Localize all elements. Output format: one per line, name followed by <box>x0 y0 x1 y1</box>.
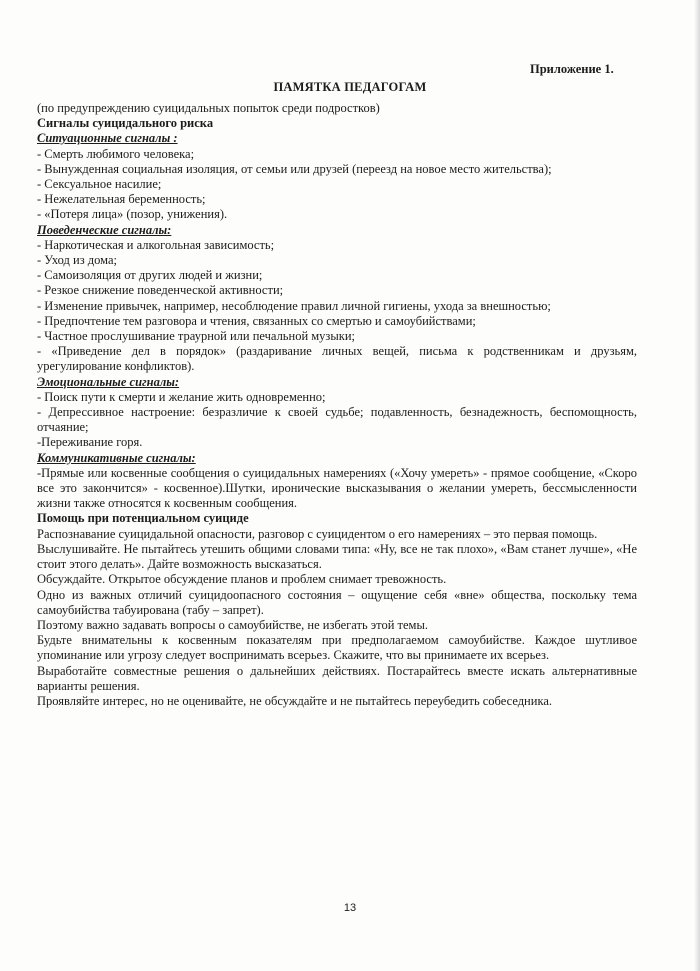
list-item: - Нежелательная беременность; <box>37 192 206 207</box>
list-item: - «Приведение дел в порядок» (раздаривание личных вещей, письма к родственникам и друзьям, урегулирование конфликтов). <box>37 344 637 374</box>
list-item: - Частное прослушивание траурной или печальной музыки; <box>37 329 355 344</box>
paragraph: Обсуждайте. Открытое обсуждение планов и проблем снимает тревожность. <box>37 572 447 587</box>
list-item: - Поиск пути к смерти и желание жить одновременно; <box>37 389 326 404</box>
list-item: - Уход из дома; <box>37 253 118 268</box>
risk-signals-heading: Сигналы суицидального риска <box>37 116 214 131</box>
appendix-label: Приложение 1. <box>530 62 614 76</box>
list-item: - Смерть любимого человека; <box>37 146 195 161</box>
scan-edge-shadow <box>694 0 700 971</box>
paragraph: Выслушивайте. Не пытайтесь утешить общими словами типа: «Ну, все не так плохо», «Вам станет лучше», «Не стоит этого делать». Дайте возможность высказаться. <box>37 541 637 572</box>
list-item: - «Потеря лица» (позор, унижения). <box>37 207 228 222</box>
situational-heading: Ситуационные сигналы : <box>37 131 178 146</box>
paragraph: Выработайте совместные решения о дальнейших действиях. Постарайтесь вместе искать альтернативные варианты решения. <box>37 663 637 693</box>
list-item: -Прямые или косвенные сообщения о суицидальных намерениях («Хочу умереть» - прямое сообщение, «Скоро все это закончится» - косвенное).Шутки, иронические высказывания о желании умереть, бессмысленности жизни также относятся к косвенным сообщения. <box>37 465 637 511</box>
document-body <box>37 101 637 709</box>
list-item: - Самоизоляция от других людей и жизни; <box>37 268 263 283</box>
list-item: - Предпочтение тем разговора и чтения, связанных со смертью и самоубийствами; <box>37 313 476 328</box>
list-item: - Депрессивное настроение: безразличие к своей судьбе; подавленность, безнадежность, беспомощность, отчаяние; <box>37 405 637 435</box>
behavioral-heading: Поведенческие сигналы: <box>37 222 172 237</box>
paragraph: Одно из важных отличий суицидоопасного состояния – ощущение себя «вне» общества, поскольку тема самоубийства табуирована (табу – запрет). <box>37 587 637 617</box>
list-item: - Сексуальное насилие; <box>37 177 162 192</box>
list-item: - Вынужденная социальная изоляция, от семьи или друзей (переезд на новое место жительства); <box>37 161 552 176</box>
paragraph: Будьте внимательны к косвенным показателям при предполагаемом самоубийстве. Каждое шутливое упоминание или угрозу следует воспринимать всерьез. Скажите, что вы принимаете их всерьез. <box>37 633 637 663</box>
communicative-heading: Коммуникативные сигналы: <box>37 450 196 465</box>
subtitle: (по предупреждению суицидальных попыток среди подростков) <box>37 101 380 115</box>
page-number: 13 <box>343 902 357 914</box>
paragraph: Распознавание суицидальной опасности, разговор с суицидентом о его намерениях – это первая помощь. <box>37 526 598 541</box>
list-item: - Изменение привычек, например, несоблюдение правил личной гигиены, ухода за внешностью; <box>37 298 551 313</box>
document-title: ПАМЯТКА ПЕДАГОГАМ <box>273 80 427 94</box>
list-item: -Переживание горя. <box>37 435 143 450</box>
list-item: - Наркотическая и алкогольная зависимость; <box>37 237 275 252</box>
help-heading: Помощь при потенциальном суициде <box>37 511 249 526</box>
paragraph: Поэтому важно задавать вопросы о самоубийстве, не избегать этой темы. <box>37 617 428 632</box>
paragraph: Проявляйте интерес, но не оценивайте, не обсуждайте и не пытайтесь переубедить собеседника. <box>37 693 552 708</box>
emotional-heading: Эмоциональные сигналы: <box>37 374 180 389</box>
list-item: - Резкое снижение поведенческой активности; <box>37 283 284 298</box>
